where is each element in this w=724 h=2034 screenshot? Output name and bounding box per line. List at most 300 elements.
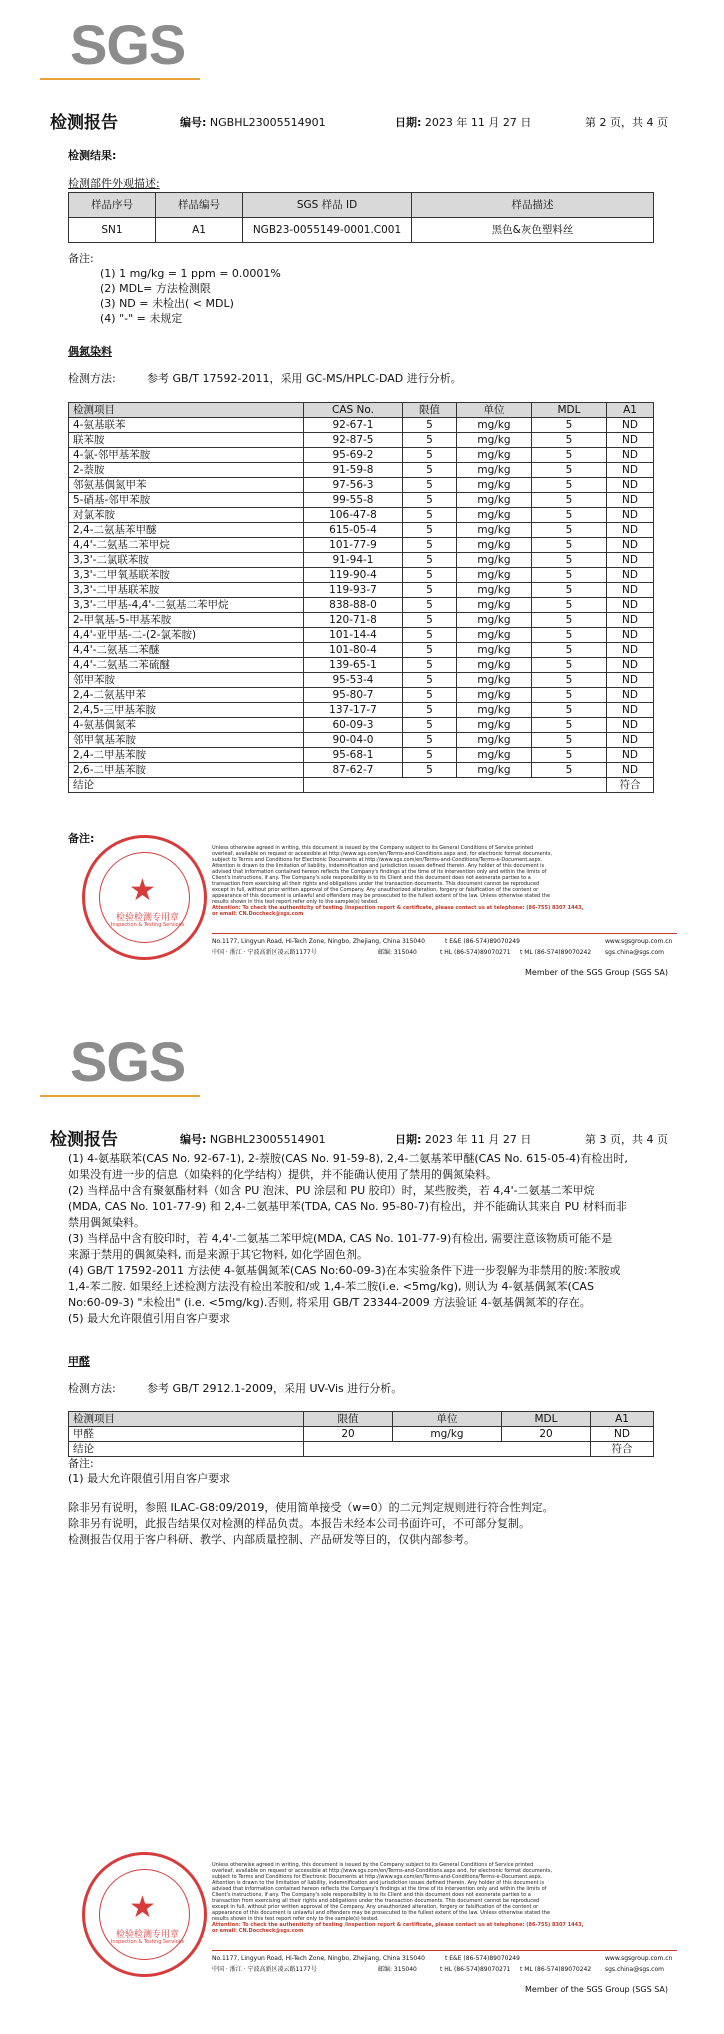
azo-note-line: (MDA, CAS No. 101-77-9) 和 2,4-二氨基甲苯(TDA, CAS No. 95-80-7)有检出，并不能确认其来自 PU 材料而非 (68, 1200, 627, 1213)
conclusion-label: 结论 (69, 778, 304, 793)
cell: ND (607, 583, 654, 598)
disclaimer-line: transaction from exercising all their rights and obligations under the transaction documents. This document cannot be reproduced (212, 881, 540, 887)
email-line: or email: CN.Doccheck@sgs.com (212, 1928, 304, 1934)
table-row (69, 703, 654, 718)
report-number: 编号: NGBHL23005514901 (180, 1133, 326, 1146)
table-row (69, 568, 654, 583)
cell: 4,4'-亚甲基-二-(2-氯苯胺) (69, 628, 304, 643)
seal-subtext: Inspection & Testing Services (110, 1939, 185, 1945)
azo-table-header (69, 403, 654, 418)
cell: ND (607, 763, 654, 778)
cell: ND (607, 703, 654, 718)
cell: 2,4,5-三甲基苯胺 (69, 703, 304, 718)
address-en: No.1177, Lingyun Road, Hi-Tech Zone, Ningbo, Zhejiang, China 315040 (212, 1955, 425, 1962)
table-row (69, 583, 654, 598)
cell: mg/kg (457, 508, 532, 523)
cell: 4-氨基联苯 (69, 418, 304, 433)
statement: 除非另有说明，此报告结果仅对检测的样品负责。本报告未经本公司书面许可，不可部分复制。 (68, 1517, 530, 1530)
cell: 5 (403, 463, 457, 478)
cell: mg/kg (457, 613, 532, 628)
cell: 119-93-7 (304, 583, 403, 598)
header-cell: A1 (591, 1412, 654, 1427)
cell: 5 (532, 523, 607, 538)
address-cn: 中国 · 浙江 · 宁波高新区凌云路1177号 (212, 1966, 317, 1973)
cell: 2,4-二氨基甲苯 (69, 688, 304, 703)
table-row (69, 613, 654, 628)
cell: ND (607, 523, 654, 538)
cell: mg/kg (457, 718, 532, 733)
logo-divider (40, 1095, 200, 1097)
cell: ND (607, 493, 654, 508)
cell: A1 (156, 218, 243, 243)
email-cn: sgs.china@sgs.com (605, 1966, 664, 1973)
cell: 5 (532, 433, 607, 448)
conclusion-row (69, 1442, 654, 1457)
cell: 101-77-9 (304, 538, 403, 553)
fax-cn: t ML (86-574)89070242 (520, 949, 592, 956)
remarks-label: 备注: (68, 832, 95, 845)
note-item: (4) "-" = 未规定 (100, 312, 183, 325)
header-cell: 样品编号 (156, 193, 243, 218)
phone-cn: t HL (86-574)89070271 (440, 949, 511, 956)
table-row (69, 218, 654, 243)
cell: 5 (532, 748, 607, 763)
fa-method-label: 检测方法: (68, 1382, 116, 1395)
statement: 检测报告仅用于客户科研、教学、内部质量控制、产品研发等目的，仅供内部参考。 (68, 1533, 475, 1546)
cell: 91-59-8 (304, 463, 403, 478)
email-line: or email: CN.Doccheck@sgs.com (212, 911, 304, 917)
cell: 4-氨基偶氮苯 (69, 718, 304, 733)
cell: 5 (403, 703, 457, 718)
fa-remark: (1) 最大允许限值引用自客户要求 (68, 1472, 231, 1485)
disclaimer-line: appearance of this document is unlawful and offenders may be prosecuted to the fullest extent of the law. Unless otherwise stated the (212, 893, 551, 899)
table-row (69, 688, 654, 703)
disclaimer-line: appearance of this document is unlawful and offenders may be prosecuted to the fullest extent of the law. Unless otherwise stated the (212, 1910, 551, 1916)
cell: 3,3'-二甲氧基联苯胺 (69, 568, 304, 583)
cell: ND (607, 448, 654, 463)
cell: 4,4'-二氨基二苯甲烷 (69, 538, 304, 553)
cell: mg/kg (457, 463, 532, 478)
cell: mg/kg (457, 643, 532, 658)
header-cell: MDL (532, 403, 607, 418)
cell: 邻氨基偶氮甲苯 (69, 478, 304, 493)
email-cn: sgs.china@sgs.com (605, 949, 664, 956)
table-row (69, 463, 654, 478)
zip-cn: 邮编: 315040 (378, 949, 417, 956)
header-cell: MDL (502, 1412, 591, 1427)
cell: 97-56-3 (304, 478, 403, 493)
header-cell: 样品描述 (412, 193, 654, 218)
cell: 5 (532, 508, 607, 523)
cell: 5 (403, 433, 457, 448)
table-row (69, 493, 654, 508)
azo-method: 参考 GB/T 17592-2011，采用 GC-MS/HPLC-DAD 进行分析。 (147, 372, 462, 385)
cell: ND (607, 673, 654, 688)
disclaimer-line: Unless otherwise agreed in writing, this document is issued by the Company subject to its General Conditions of Service printed (212, 1862, 534, 1868)
notes-label: 备注: (68, 252, 94, 265)
cell: 106-47-8 (304, 508, 403, 523)
cell: 20 (502, 1427, 591, 1442)
cell: ND (607, 658, 654, 673)
conclusion-value: 符合 (591, 1442, 654, 1457)
cell: 137-17-7 (304, 703, 403, 718)
cell: mg/kg (457, 763, 532, 778)
disclaimer (212, 1862, 677, 1934)
seal-text: 检验检测专用章 (115, 913, 179, 923)
cell: 5-硝基-邻甲苯胺 (69, 493, 304, 508)
disclaimer (212, 845, 677, 917)
table-row (69, 478, 654, 493)
cell: 120-71-8 (304, 613, 403, 628)
cell: ND (591, 1427, 654, 1442)
disclaimer-line: Client's instructions, if any. The Company's sole responsibility is to its Client and this document does not exonerate parties to a (212, 875, 531, 881)
header-cell: SGS 样品 ID (243, 193, 412, 218)
cell: mg/kg (457, 748, 532, 763)
report-title: 检测报告 (50, 1130, 118, 1150)
cell: ND (607, 613, 654, 628)
cell: 5 (403, 673, 457, 688)
azo-note-line: (1) 4-氨基联苯(CAS No. 92-67-1), 2-萘胺(CAS No. 91-59-8), 2,4-二氨基苯甲醚(CAS No. 615-05-4)有检出时, (68, 1152, 628, 1165)
sgs-logo: SGS (70, 13, 186, 76)
attention-line: Attention: To check the authenticity of testing /inspection report & certificate, please contact us at telephone: (86-755) 8307 1443, (212, 1922, 584, 1928)
table-row (69, 448, 654, 463)
cell: ND (607, 568, 654, 583)
cell: 5 (403, 658, 457, 673)
cell: 5 (403, 748, 457, 763)
cell: 5 (403, 538, 457, 553)
header-cell: 单位 (393, 1412, 502, 1427)
cell: 5 (532, 628, 607, 643)
cell: 95-80-7 (304, 688, 403, 703)
report-title: 检测报告 (50, 113, 118, 133)
azo-note-line: 禁用偶氮染料。 (68, 1216, 145, 1229)
header-cell: 限值 (304, 1412, 393, 1427)
cell: 联苯胺 (69, 433, 304, 448)
cell: 5 (532, 463, 607, 478)
azo-notes (68, 1151, 668, 1327)
cell: 5 (403, 613, 457, 628)
table-row (69, 718, 654, 733)
cell: 5 (403, 718, 457, 733)
azo-note-line: (5) 最大允许限值引用自客户要求 (68, 1312, 231, 1325)
table-row (69, 628, 654, 643)
cell: 5 (532, 733, 607, 748)
fa-remarks-label: 备注: (68, 1457, 94, 1470)
cell: 87-62-7 (304, 763, 403, 778)
cell: 5 (403, 418, 457, 433)
cell: 5 (403, 583, 457, 598)
table-row (69, 508, 654, 523)
cell: ND (607, 598, 654, 613)
table-row (69, 523, 654, 538)
cell: mg/kg (457, 583, 532, 598)
cell: 5 (403, 628, 457, 643)
table-row (69, 748, 654, 763)
cell: 5 (403, 763, 457, 778)
table-row (69, 418, 654, 433)
seal-subtext: Inspection & Testing Services (110, 922, 185, 928)
cell: 95-68-1 (304, 748, 403, 763)
appearance-label: 检测部件外观描述: (68, 177, 160, 190)
footer-divider (212, 933, 677, 934)
cell: 5 (532, 418, 607, 433)
cell: 95-69-2 (304, 448, 403, 463)
cell: mg/kg (457, 418, 532, 433)
disclaimer-line: except in full, without prior written approval of the Company. Any unauthorized alteration, forgery or falsification of the content or (212, 1904, 539, 1910)
cell: 邻甲氧基苯胺 (69, 733, 304, 748)
cell: 5 (532, 538, 607, 553)
cell: 5 (532, 673, 607, 688)
table-row (69, 1427, 654, 1442)
cell: mg/kg (457, 478, 532, 493)
cell: 5 (532, 658, 607, 673)
header-cell: 限值 (403, 403, 457, 418)
table-row (69, 553, 654, 568)
fa-table-header (69, 1412, 654, 1427)
azo-method-label: 检测方法: (68, 372, 116, 385)
cell: 5 (532, 718, 607, 733)
disclaimer-line: results shown in this test report refer only to the sample(s) tested. (212, 1916, 379, 1922)
header-cell: 检测项目 (69, 1412, 304, 1427)
results-title: 检测结果: (68, 149, 117, 162)
cell: 3,3'-二甲基联苯胺 (69, 583, 304, 598)
cell: 5 (403, 688, 457, 703)
disclaimer-line: Attention is drawn to the limitation of liability, indemnification and jurisdiction issues defined therein. Any holder of this document is (212, 863, 545, 869)
website: www.sgsgroup.com.cn (605, 938, 673, 945)
cell: 119-90-4 (304, 568, 403, 583)
cell (304, 778, 607, 793)
disclaimer-line: advised that information contained hereon reflects the Company's findings at the time of its intervention only and within the limits of (212, 869, 547, 875)
cell: 5 (403, 523, 457, 538)
cell: mg/kg (457, 448, 532, 463)
member-text: Member of the SGS Group (SGS SA) (525, 1985, 669, 1994)
header-cell: A1 (607, 403, 654, 418)
disclaimer-line: Attention is drawn to the limitation of liability, indemnification and jurisdiction issues defined therein. Any holder of this document is (212, 1880, 545, 1886)
disclaimer-line: except in full, without prior written approval of the Company. Any unauthorized alteration, forgery or falsification of the content or (212, 887, 539, 893)
cell: ND (607, 418, 654, 433)
statement: 除非另有说明，参照 ILAC-G8:09/2019，使用简单接受（w=0）的二元判定规则进行符合性判定。 (68, 1501, 554, 1514)
note-item: (1) 1 mg/kg = 1 ppm = 0.0001% (100, 267, 281, 280)
cell: 2-萘胺 (69, 463, 304, 478)
cell: ND (607, 463, 654, 478)
cell: 5 (403, 553, 457, 568)
sample-table-header (69, 193, 654, 218)
table-row (69, 763, 654, 778)
formaldehyde-title: 甲醛 (68, 1355, 90, 1368)
page-number: 第 2 页，共 4 页 (585, 116, 668, 129)
cell: 5 (403, 643, 457, 658)
azo-table (68, 402, 654, 793)
cell: ND (607, 733, 654, 748)
cell: 5 (532, 613, 607, 628)
sgs-logo: SGS (70, 1030, 186, 1093)
cell: ND (607, 748, 654, 763)
website: www.sgsgroup.com.cn (605, 1955, 673, 1962)
cell: 92-87-5 (304, 433, 403, 448)
cell: 4,4'-二氨基二苯硫醚 (69, 658, 304, 673)
conclusion-value: 符合 (607, 778, 654, 793)
disclaimer-line: overleaf, available on request or accessible at http://www.sgs.com/en/Terms-and-Conditions.aspx and, for electronic format documents, (212, 1868, 553, 1874)
inspection-seal (82, 1852, 207, 1977)
cell: 101-14-4 (304, 628, 403, 643)
report-date: 日期: 2023 年 11 月 27 日 (395, 1133, 532, 1146)
table-row (69, 538, 654, 553)
azo-note-line: (2) 当样品中含有聚氨酯材料（如含 PU 泡沫、PU 涂层和 PU 胶印）时，某些胺类，若 4,4'-二氨基二苯甲烷 (68, 1184, 595, 1197)
cell: 5 (532, 763, 607, 778)
report-date: 日期: 2023 年 11 月 27 日 (395, 116, 532, 129)
cell: mg/kg (457, 628, 532, 643)
cell: 5 (403, 493, 457, 508)
azo-note-line: 来源于禁用的偶氮染料, 而是来源于其它物料, 如化学固色剂。 (68, 1248, 368, 1261)
cell: 615-05-4 (304, 523, 403, 538)
cell: SN1 (69, 218, 156, 243)
cell: 5 (532, 688, 607, 703)
cell: mg/kg (457, 523, 532, 538)
cell: mg/kg (457, 658, 532, 673)
cell: 92-67-1 (304, 418, 403, 433)
cell: 2,4-二氨基苯甲醚 (69, 523, 304, 538)
cell: mg/kg (457, 433, 532, 448)
conclusion-label: 结论 (69, 1442, 304, 1457)
disclaimer-line: subject to Terms and Conditions for Electronic Documents at http://www.sgs.com/en/Terms-and-Conditions/Terms-e-Document.aspx. (212, 1874, 543, 1880)
conclusion-row (69, 778, 654, 793)
disclaimer-line: subject to Terms and Conditions for Electronic Documents at http://www.sgs.com/en/Terms-and-Conditions/Terms-e-Document.aspx. (212, 857, 543, 863)
cell: 5 (532, 643, 607, 658)
address-en: No.1177, Lingyun Road, Hi-Tech Zone, Ningbo, Zhejiang, China 315040 (212, 938, 425, 945)
cell: 黑色&灰色塑料丝 (412, 218, 654, 243)
cell: 95-53-4 (304, 673, 403, 688)
cell: ND (607, 643, 654, 658)
cell: 5 (532, 448, 607, 463)
table-row (69, 598, 654, 613)
cell: 5 (403, 598, 457, 613)
azo-note-line: No:60-09-3) "未检出" (i.e. <5mg/kg).否则, 将采用 GB/T 23344-2009 方法验证 4-氨基偶氮苯的存在。 (68, 1296, 591, 1309)
cell: 3,3'-二氯联苯胺 (69, 553, 304, 568)
disclaimer-line: transaction from exercising all their rights and obligations under the transaction documents. This document cannot be reproduced (212, 1898, 540, 1904)
formaldehyde-table (68, 1411, 654, 1457)
disclaimer-line: results shown in this test report refer only to the sample(s) tested. (212, 899, 379, 905)
table-row (69, 673, 654, 688)
cell: 5 (532, 553, 607, 568)
cell: 邻甲苯胺 (69, 673, 304, 688)
cell: 2,4-二甲基苯胺 (69, 748, 304, 763)
cell: 20 (304, 1427, 393, 1442)
table-row (69, 733, 654, 748)
cell (304, 1442, 591, 1457)
cell: 5 (403, 448, 457, 463)
table-row (69, 643, 654, 658)
cell: 对氯苯胺 (69, 508, 304, 523)
header-cell: CAS No. (304, 403, 403, 418)
cell: ND (607, 478, 654, 493)
cell: 5 (403, 508, 457, 523)
phone-cn: t HL (86-574)89070271 (440, 1966, 511, 1973)
disclaimer-line: overleaf, available on request or accessible at http://www.sgs.com/en/Terms-and-Conditions.aspx and, for electronic format documents, (212, 851, 553, 857)
azo-note-line: (3) 当样品中含有胶印时，若 4,4'-二氨基二苯甲烷(MDA, CAS No. 101-77-9)有检出, 需要注意该物质可能不是 (68, 1232, 613, 1245)
report-number: 编号: NGBHL23005514901 (180, 116, 326, 129)
cell: ND (607, 688, 654, 703)
cell: ND (607, 553, 654, 568)
cell: mg/kg (457, 703, 532, 718)
cell: 5 (532, 493, 607, 508)
note-item: (3) ND = 未检出( < MDL) (100, 297, 234, 310)
cell: 5 (403, 478, 457, 493)
cell: ND (607, 433, 654, 448)
cell: mg/kg (393, 1427, 502, 1442)
disclaimer-line: advised that information contained hereon reflects the Company's findings at the time of its intervention only and within the limits of (212, 1886, 547, 1892)
cell: 2-甲氧基-5-甲基苯胺 (69, 613, 304, 628)
zip-cn: 邮编: 315040 (378, 1966, 417, 1973)
header-cell: 样品序号 (69, 193, 156, 218)
disclaimer-line: Client's instructions, if any. The Company's sole responsibility is to its Client and this document does not exonerate parties to a (212, 1892, 531, 1898)
table-row (69, 433, 654, 448)
cell: mg/kg (457, 493, 532, 508)
footer-divider (212, 1950, 677, 1951)
cell: 90-04-0 (304, 733, 403, 748)
cell: 101-80-4 (304, 643, 403, 658)
star-icon: ★ (129, 873, 156, 908)
cell: 5 (403, 568, 457, 583)
cell: mg/kg (457, 733, 532, 748)
azo-note-line: 1,4-苯二胺. 如果经上述检测方法没有检出苯胺和/或 1,4-苯二胺(i.e. <5mg/kg), 则认为 4-氨基偶氮苯(CAS (68, 1280, 594, 1293)
disclaimer-line: Unless otherwise agreed in writing, this document is issued by the Company subject to its General Conditions of Service printed (212, 845, 534, 851)
cell: ND (607, 718, 654, 733)
cell: ND (607, 628, 654, 643)
header-cell: 单位 (457, 403, 532, 418)
azo-note-line: 如果没有进一步的信息（如染料的化学结构）提供，并不能确认使用了禁用的偶氮染料。 (68, 1168, 497, 1181)
cell: mg/kg (457, 568, 532, 583)
cell: 2,6-二甲基苯胺 (69, 763, 304, 778)
cell: mg/kg (457, 553, 532, 568)
cell: 139-65-1 (304, 658, 403, 673)
azo-note-line: (4) GB/T 17592-2011 方法使 4-氨基偶氮苯(CAS No:60-09-3)在本实验条件下进一步裂解为非禁用的胺:苯胺或 (68, 1264, 621, 1277)
cell: 3,3'-二甲基-4,4'-二氨基二苯甲烷 (69, 598, 304, 613)
seal-text: 检验检测专用章 (115, 1930, 179, 1940)
member-text: Member of the SGS Group (SGS SA) (525, 968, 669, 977)
cell: 60-09-3 (304, 718, 403, 733)
azo-title: 偶氮染料 (68, 345, 112, 358)
cell: 5 (532, 568, 607, 583)
header-cell: 检测项目 (69, 403, 304, 418)
cell: 4,4'-二氨基二苯醚 (69, 643, 304, 658)
cell: 5 (532, 583, 607, 598)
report-page-3 (0, 1017, 724, 2034)
cell: 91-94-1 (304, 553, 403, 568)
fa-method: 参考 GB/T 2912.1-2009，采用 UV-Vis 进行分析。 (147, 1382, 403, 1395)
cell: 甲醛 (69, 1427, 304, 1442)
cell: mg/kg (457, 598, 532, 613)
cell: mg/kg (457, 673, 532, 688)
fax-cn: t ML (86-574)89070242 (520, 1966, 592, 1973)
cell: mg/kg (457, 688, 532, 703)
page-number: 第 3 页，共 4 页 (585, 1133, 668, 1146)
cell: ND (607, 538, 654, 553)
cell: 5 (532, 703, 607, 718)
sample-table (68, 192, 654, 243)
attention-line: Attention: To check the authenticity of testing /inspection report & certificate, please contact us at telephone: (86-755) 8307 1443, (212, 905, 584, 911)
table-row (69, 658, 654, 673)
phone-en: t E&E (86-574)89070249 (445, 938, 520, 945)
cell: NGB23-0055149-0001.C001 (243, 218, 412, 243)
cell: 99-55-8 (304, 493, 403, 508)
logo-divider (40, 78, 200, 80)
phone-en: t E&E (86-574)89070249 (445, 1955, 520, 1962)
cell: 5 (532, 598, 607, 613)
star-icon: ★ (129, 1890, 156, 1925)
note-item: (2) MDL= 方法检测限 (100, 282, 211, 295)
cell: mg/kg (457, 538, 532, 553)
cell: 5 (403, 733, 457, 748)
